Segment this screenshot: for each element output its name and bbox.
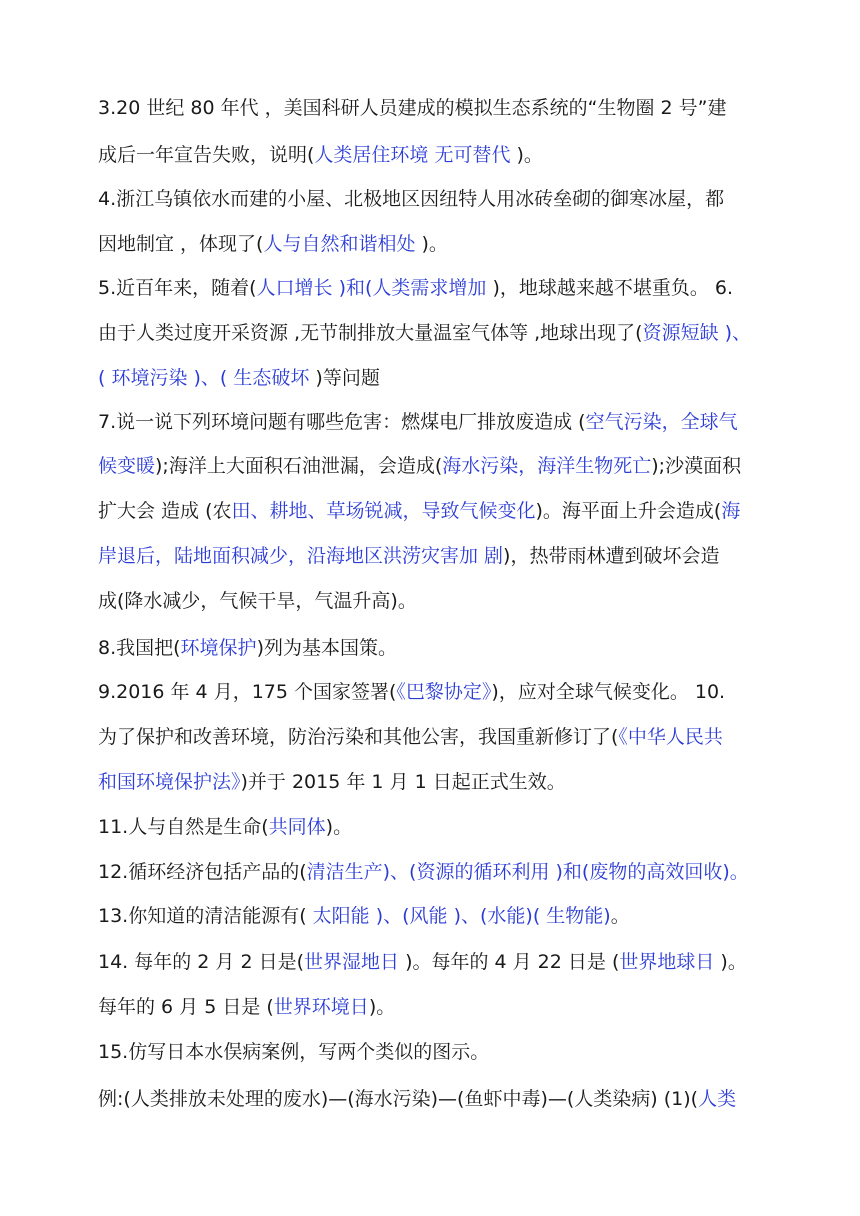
question-text: 12.循环经济包括产品的( <box>98 861 307 883</box>
answer-text: 资源短缺 )、 <box>642 322 752 344</box>
answer-text: 田、耕地、草场锐减，导致气候变化 <box>231 500 536 522</box>
question-text: )，应对全球气候变化。 10. <box>491 681 726 703</box>
question-text: )。 <box>516 144 543 166</box>
text-line <box>98 1087 778 1111</box>
question-text: 7.说一说下列环境问题有哪些危害：燃煤电厂排放废造成 ( <box>98 411 586 433</box>
question-text: )。每年的 4 月 22 日是 ( <box>405 951 620 973</box>
question-text: 14. 每年的 2 月 2 日是( <box>98 951 305 973</box>
question-text: 成后一年宣告失败，说明( <box>98 144 315 166</box>
question-text: 4.浙江乌镇依水而建的小屋、北极地区因纽特人用冰砖垒砌的御寒冰屋，都 <box>98 188 725 210</box>
text-line <box>98 366 778 390</box>
question-text: 例:(人类排放未处理的废水)—(海水污染)—(鱼虾中毒)—(人类染病) (1)( <box>98 1088 699 1110</box>
answer-text: 岸退后，陆地面积减少，沿海地区洪涝灾害加 剧 <box>98 545 504 567</box>
answer-text: 《中华人民共 <box>618 726 723 748</box>
question-text: )。 <box>368 996 396 1018</box>
question-text: )。 <box>325 816 353 838</box>
answer-text: 环境保护 <box>180 637 257 659</box>
answer-text: 人口增长 )和(人类需求增加 <box>256 277 493 299</box>
text-line <box>98 950 778 974</box>
answer-text: 世界地球日 <box>619 951 721 973</box>
answer-text: 《巴黎协定》 <box>396 681 492 703</box>
text-line <box>98 410 778 434</box>
answer-text: 空气污染，全球气 <box>585 411 738 433</box>
answer-text: 和国环境保护法》 <box>98 771 241 793</box>
text-line <box>98 454 778 478</box>
answer-text: 海 <box>721 500 741 522</box>
question-text: 15.仿写日本水俣病案例，写两个类似的图示。 <box>98 1041 490 1063</box>
answer-text: 海水污染，海洋生物死亡 <box>442 455 652 477</box>
question-text: 成(降水减少，气候干旱，气温升高)。 <box>98 590 417 612</box>
answer-text: 人与自然和谐相处 <box>263 233 422 255</box>
text-line <box>98 680 778 704</box>
question-text: )并于 2015 年 1 月 1 日起正式生效。 <box>240 771 566 793</box>
question-text: );海洋上大面积石油泄漏，会造成( <box>155 455 443 477</box>
text-line <box>98 1040 778 1064</box>
question-text: 为了保护和改善环境，防治污染和其他公害，我国重新修订了( <box>98 726 619 748</box>
answer-text: 世界湿地日 <box>304 951 406 973</box>
text-line <box>98 544 778 568</box>
question-text: 11.人与自然是生命( <box>98 816 269 838</box>
question-text: )。 <box>720 951 747 973</box>
text-line <box>98 860 778 884</box>
answer-text: 人类居住环境 无可替代 <box>314 144 517 166</box>
text-line <box>98 589 778 613</box>
text-line <box>98 321 778 345</box>
text-line <box>98 725 778 749</box>
text-line <box>98 499 778 523</box>
text-line <box>98 232 778 256</box>
text-line <box>98 276 778 300</box>
question-text: );沙漠面积 <box>651 455 742 477</box>
answer-text: 清洁生产)、(资源的循环利用 )和(废物的高效回收)。 <box>306 861 749 883</box>
answer-text: 世界环境日 <box>273 996 369 1018</box>
answer-text: 太阳能 )、(风能 )、(水能)( 生物能) <box>312 905 611 927</box>
question-text: 3.20 世纪 80 年代 ，美国科研人员建成的模拟生态系统的“生物圈 2 号”建 <box>98 97 727 119</box>
question-text: 。 <box>610 905 630 927</box>
question-text: 每年的 6 月 5 日是 ( <box>98 996 274 1018</box>
question-text: 扩大会 造成 (农 <box>98 500 232 522</box>
question-text: 5.近百年来，随着( <box>98 277 257 299</box>
question-text: )，热带雨林遭到破坏会造 <box>503 545 720 567</box>
text-line <box>98 187 778 211</box>
answer-text: 候变暖 <box>98 455 156 477</box>
question-text: )。海平面上升会造成( <box>535 500 722 522</box>
text-line <box>98 636 778 660</box>
question-text: )，地球越来越不堪重负。 6. <box>492 277 734 299</box>
question-text: )。 <box>421 233 448 255</box>
answer-text: ( 环境污染 )、( 生态破坏 <box>98 367 316 389</box>
question-text: )列为基本国策。 <box>256 637 397 659</box>
text-line <box>98 815 778 839</box>
answer-text: 共同体 <box>268 816 326 838</box>
text-line <box>98 96 778 120</box>
question-text: 9.2016 年 4 月，175 个国家签署( <box>98 681 397 703</box>
answer-text: 人类 <box>698 1088 737 1110</box>
text-line <box>98 995 778 1019</box>
question-text: 8.我国把( <box>98 637 181 659</box>
question-text: )等问题 <box>315 367 380 389</box>
question-text: 13.你知道的清洁能源有( <box>98 905 313 927</box>
question-text: 因地制宜 ，体现了( <box>98 233 264 255</box>
text-line <box>98 143 778 167</box>
text-line <box>98 904 778 928</box>
question-text: 由于人类过度开采资源 ,无节制排放大量温室气体等 ,地球出现了( <box>98 322 643 344</box>
text-line <box>98 770 778 794</box>
